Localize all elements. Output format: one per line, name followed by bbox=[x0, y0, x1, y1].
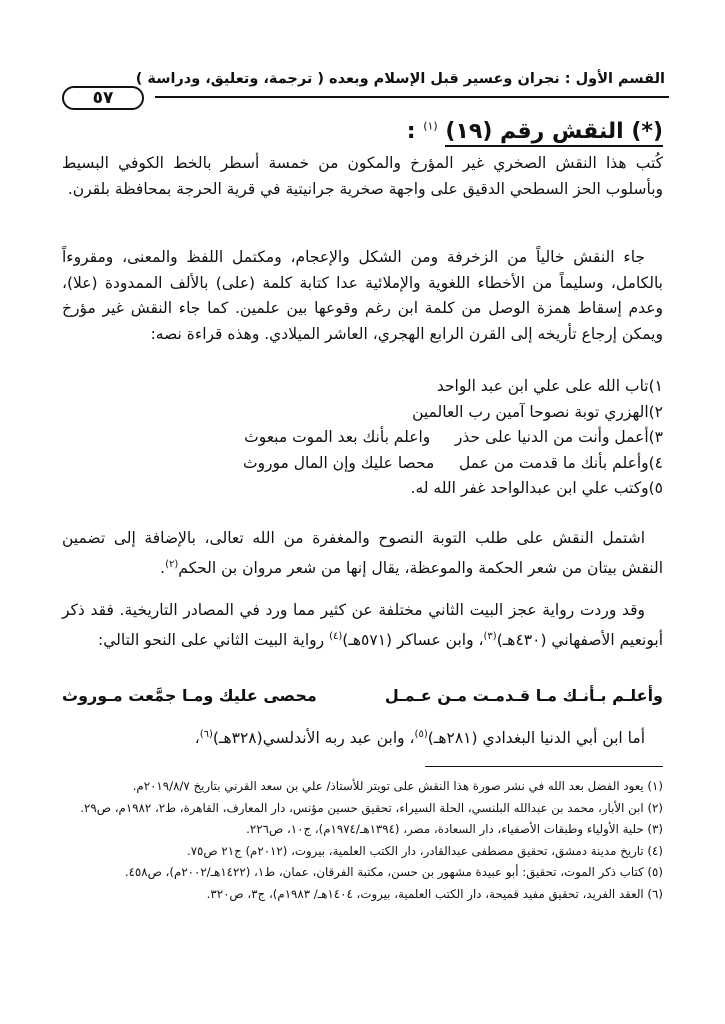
footnotes bbox=[58, 776, 663, 905]
footnote-ref-4: (٤) bbox=[329, 630, 343, 642]
final-paragraph bbox=[62, 722, 663, 752]
inscription-line: ٥)وكتب علي ابن عبدالواحد غفر الله له. bbox=[410, 479, 663, 497]
content-end: . bbox=[160, 558, 166, 577]
intro-paragraph: كُتب هذا النقش الصخري غير المؤرخ والمكون من خمسة أسطر بالخط الكوفي البسيط وبأسلوب الحز السطحي الدقيق على واجهة صخرية جرانيتية في قرية الحرجة بمحافظة بلقرن. bbox=[62, 154, 663, 198]
narration-text-c: رواية البيت الثاني على النحو التالي: bbox=[98, 630, 325, 649]
footnote-ref-6: (٦) bbox=[199, 729, 213, 740]
footnote-5: (٥) كتاب ذكر الموت، تحقيق: أبو عبيدة مشهور بن حسن، مكتبة الفرقان، عمان، ط١، (١٤٢٢هـ/٢٠٠٢م)، ص٤٥٨. bbox=[124, 865, 663, 879]
footnote-ref-3: (٣) bbox=[483, 630, 497, 642]
narration-paragraph bbox=[62, 598, 663, 653]
inscription-line: ١)تاب الله على علي ابن عبد الواحد bbox=[436, 377, 663, 395]
footnote-separator bbox=[425, 766, 663, 767]
content-paragraph bbox=[62, 526, 663, 581]
inscription-line: ٤)وأعلم بأنك ما قدمت من عمل محصا عليك وإن المال موروث bbox=[242, 453, 663, 472]
description-paragraph: جاء النقش خالياً من الزخرفة ومن الشكل والإعجام، ومكتمل اللفظ والمعنى، ومقروءاً بالكامل، وسليماً من الأخطاء اللغوية والإملائية عدا كتابة كلمة (على) بالألف الممدودة (علا)، وعدم إسقاط همزة الوصل من كلمة ابن رغم وقوعها بين علمين. كما جاء النقش غير مؤرخ ويمكن إرجاع تأريخه إلى القرن الرابع الهجري، العاشر الميلادي. وهذه قراءة نصه: bbox=[62, 248, 663, 343]
content-text: اشتمل النقش على طلب التوبة النصوح والمغفرة من الله تعالى، بالإضافة إلى تضمين النقش بيتان من شعر الحكمة والموعظة، يقال إنها من شعر مروان بن الحكم bbox=[62, 529, 663, 577]
narration-text-a: وقد وردت رواية عجز البيت الثاني مختلفة عن كثير مما ورد في المصادر التاريخية. فقد ذكر أبونعيم الأصفهاني (٤٣٠هـ) bbox=[62, 601, 663, 649]
footnote-1: (١) يعود الفضل بعد الله في نشر صورة هذا النقش على تويتر للأستاذ/ علي بن سعد القرني بتاريخ ٢٠١٩/٨/٧م. bbox=[132, 779, 663, 793]
header-rule bbox=[155, 96, 669, 98]
final-end: ، bbox=[194, 729, 200, 748]
footnote-ref-5: (٥) bbox=[414, 729, 428, 740]
narration-text-b: ، وابن عساكر (٥٧١هـ) bbox=[342, 630, 484, 649]
footnote-ref-1: (١) bbox=[423, 119, 438, 133]
poetry-verse bbox=[62, 686, 663, 705]
footnote-2: (٢) ابن الأبار، محمد بن عبدالله البلنسي، الحلة السيراء، تحقيق حسين مؤنس، دار المعارف، القاهرة، ط٢، ١٩٨٢م، ص٢٩. bbox=[80, 800, 663, 815]
footnote-ref-2: (٢) bbox=[165, 558, 179, 570]
verse-second-hemistich: محصى عليك ومـا جمَّعت مـوروث bbox=[62, 686, 317, 705]
footnote-3: (٣) حلية الأولياء وطبقات الأصفياء، دار السعادة، مصر، (١٣٩٤هـ/١٩٧٤م)، ج١٠، ص٢٢٦. bbox=[246, 822, 663, 836]
inscription-lines bbox=[62, 374, 663, 502]
final-text-b: ، وابن عبد ربه الأندلسي(٣٢٨هـ) bbox=[212, 729, 415, 748]
inscription-heading bbox=[407, 119, 663, 144]
page-number: ٥٧ bbox=[62, 86, 144, 110]
footnote-6: (٦) العقد الفريد، تحقيق مفيد قميحة، دار الكتب العلمية، بيروت، ١٤٠٤هـ/ ١٩٨٣م)، ج٣، ص٣٢٠. bbox=[206, 886, 663, 901]
running-header: القسم الأول : نجران وعسير قبل الإسلام وبعده ( ترجمة، وتعليق، ودراسة ) bbox=[135, 71, 665, 87]
inscription-line: ٢)الهزري توبة نصوحا آمين رب العالمين bbox=[412, 402, 663, 421]
title-colon: : bbox=[406, 119, 416, 144]
inscription-title: (*) النقش رقم (١٩) bbox=[445, 119, 663, 147]
verse-first-hemistich: وأعلـم بـأنـك مـا قـدمـت مـن عـمـل bbox=[384, 686, 663, 705]
inscription-line: ٣)أعمل وأنت من الدنيا على حذر واعلم بأنك بعد الموت مبعوث bbox=[244, 428, 663, 446]
final-text-a: أما ابن أبي الدنيا البغدادي (٢٨١هـ) bbox=[427, 729, 645, 748]
footnote-4: (٤) تاريخ مدينة دمشق، تحقيق مصطفى عبدالقادر، دار الكتب العلمية، بيروت، (٢٠١٢م) ج٢١ ص٧٥. bbox=[186, 843, 663, 858]
